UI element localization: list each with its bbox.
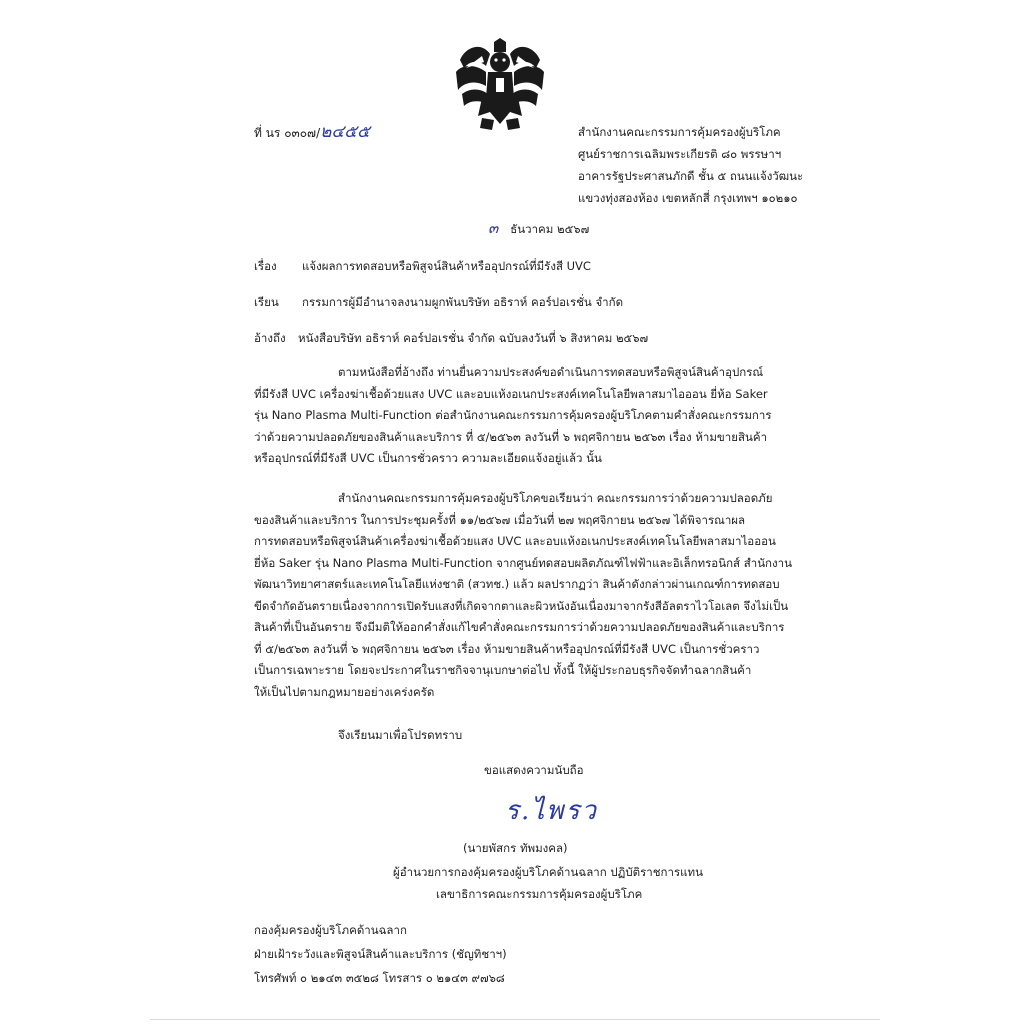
paragraph-line: ที่ ๕/๒๕๖๓ ลงวันที่ ๖ พฤศจิกายน ๒๕๖๓ เรื่อง ห้ามขายสินค้าหรืออุปกรณ์ที่มีรังสี UVC เป็นการชั่วคราว (254, 641, 760, 656)
paragraph-line: สำนักงานคณะกรรมการคุ้มครองผู้บริโภคขอเรียนว่า คณะกรรมการว่าด้วยความปลอดภัย (338, 491, 773, 505)
closing-line: จึงเรียนมาเพื่อโปรดทราบ (338, 728, 463, 742)
reference-doc-label: อ้างถึง (254, 331, 286, 345)
recipient-line (254, 294, 623, 310)
handwritten-reference-number: ๒๔๕๕ (320, 122, 370, 142)
salutation: ขอแสดงความนับถือ (484, 763, 584, 777)
paragraph-line: ยี่ห้อ Saker รุ่น Nano Plasma Multi-Function จากศูนย์ทดสอบผลิตภัณฑ์ไฟฟ้าและอิเล็กทรอนิกส์ สำนักงาน (254, 555, 792, 570)
paragraph-line: รุ่น Nano Plasma Multi-Function ต่อสำนักงานคณะกรรมการคุ้มครองผู้บริโภคตามคำสั่งคณะกรรมการ (254, 408, 772, 422)
paragraph-line: ของสินค้าและบริการ ในการประชุมครั้งที่ ๑๑/๒๕๖๗ เมื่อวันที่ ๒๗ พฤศจิกายน ๒๕๖๗ ได้พิจารณาผล (254, 512, 746, 527)
reference-number (254, 124, 370, 141)
paragraph-line: การทดสอบหรือพิสูจน์สินค้าเครื่องฆ่าเชื้อด้วยแสง UVC และอบแห้งอเนกประสงค์เทคโนโลยีพลาสมาไอออน (254, 534, 776, 548)
subject-text: แจ้งผลการทดสอบหรือพิสูจน์สินค้าหรืออุปกรณ์ที่มีรังสี UVC (302, 259, 591, 273)
paragraph-line: ว่าด้วยความปลอดภัยของสินค้าและบริการ ที่ ๕/๒๕๖๓ ลงวันที่ ๖ พฤศจิกายน ๒๕๖๓ เรื่อง ห้ามขายสินค้า (254, 429, 768, 444)
recipient-label: เรียน (254, 295, 279, 309)
paragraph-line: สินค้าที่เป็นอันตราย จึงมีมติให้ออกคำสั่งแก้ไขคำสั่งคณะกรรมการว่าด้วยความปลอดภัยของสินค้าและบริการ (254, 620, 785, 634)
signer-name: (นายพัสกร ทัพมงคล) (463, 841, 568, 855)
paragraph-line: หรืออุปกรณ์ที่มีรังสี UVC เป็นการชั่วคราว ความละเอียดแจ้งอยู่แล้ว นั้น (254, 451, 602, 465)
paragraph-line: ตามหนังสือที่อ้างถึง ท่านยื่นความประสงค์ขอดำเนินการทดสอบหรือพิสูจน์สินค้าอุปกรณ์ (338, 365, 764, 379)
handwritten-day: ๓ (488, 219, 499, 237)
address-line: สำนักงานคณะกรรมการคุ้มครองผู้บริโภค (578, 125, 781, 139)
reference-prefix: ที่ นร ๐๓๐๗/ (254, 126, 321, 140)
footer-line: ฝ่ายเฝ้าระวังและพิสูจน์สินค้าและบริการ (ชัญทิชาฯ) (254, 947, 507, 961)
footer-line: โทรศัพท์ ๐ ๒๑๔๓ ๓๕๒๘ โทรสาร ๐ ๒๑๔๓ ๙๗๖๘ (254, 971, 505, 985)
paragraph-line: ขีดจำกัดอันตรายเนื่องจากการเปิดรับแสงที่เกิดจากตาและผิวหนังอันเนื่องมาจากรังสีอัลตราไวโอเลต จึงไม่เป็น (254, 598, 789, 613)
body-paragraph-2 (254, 488, 792, 703)
paragraph-line: ที่มีรังสี UVC เครื่องฆ่าเชื้อด้วยแสง UVC และอบแห้งอเนกประสงค์เทคโนโลยีพลาสมาไอออน ยี่ห้อ Saker (254, 386, 768, 401)
reference-doc-text: หนังสือบริษัท อธิราห์ คอร์ปอเรชั่น จำกัด ฉบับลงวันที่ ๖ สิงหาคม ๒๕๖๗ (298, 331, 649, 345)
recipient-text: กรรมการผู้มีอำนาจลงนามผูกพันบริษัท อธิราห์ คอร์ปอเรชั่น จำกัด (302, 295, 624, 309)
address-line: ศูนย์ราชการเฉลิมพระเกียรติ ๘๐ พรรษาฯ (578, 147, 782, 161)
paragraph-line: พัฒนาวิทยาศาสตร์และเทคโนโลยีแห่งชาติ (สวทช.) แล้ว ผลปรากฏว่า สินค้าดังกล่าวผ่านเกณฑ์การทดสอบ (254, 577, 780, 591)
address-line: อาคารรัฐประศาสนภักดี ชั้น ๕ ถนนแจ้งวัฒนะ (578, 169, 804, 183)
subject-line (254, 258, 591, 274)
paragraph-line: เป็นการเฉพาะราย โดยจะประกาศในราชกิจจานุเบกษาต่อไป ทั้งนี้ ให้ผู้ประกอบธุรกิจจัดทำฉลากสินค้า (254, 663, 752, 677)
body-paragraph-1 (254, 362, 772, 470)
letter-date (488, 220, 589, 237)
address-line: แขวงทุ่งสองห้อง เขตหลักสี่ กรุงเทพฯ ๑๐๒๑๐ (578, 191, 798, 205)
reference-doc-line (254, 330, 648, 346)
signer-title: เลขาธิการคณะกรรมการคุ้มครองผู้บริโภค (436, 887, 643, 901)
signer-title: ผู้อำนวยการกองคุ้มครองผู้บริโภคด้านฉลาก ปฏิบัติราชการแทน (393, 865, 703, 879)
page-bottom-edge (150, 1019, 880, 1020)
garuda-emblem-icon (452, 38, 548, 130)
subject-label: เรื่อง (254, 259, 277, 273)
date-month-year: ธันวาคม ๒๕๖๗ (510, 222, 590, 236)
footer-line: กองคุ้มครองผู้บริโภคด้านฉลาก (254, 923, 407, 937)
handwritten-signature: ร.ไพรว (505, 796, 599, 826)
paragraph-line: ให้เป็นไปตามกฎหมายอย่างเคร่งครัด (254, 684, 435, 699)
